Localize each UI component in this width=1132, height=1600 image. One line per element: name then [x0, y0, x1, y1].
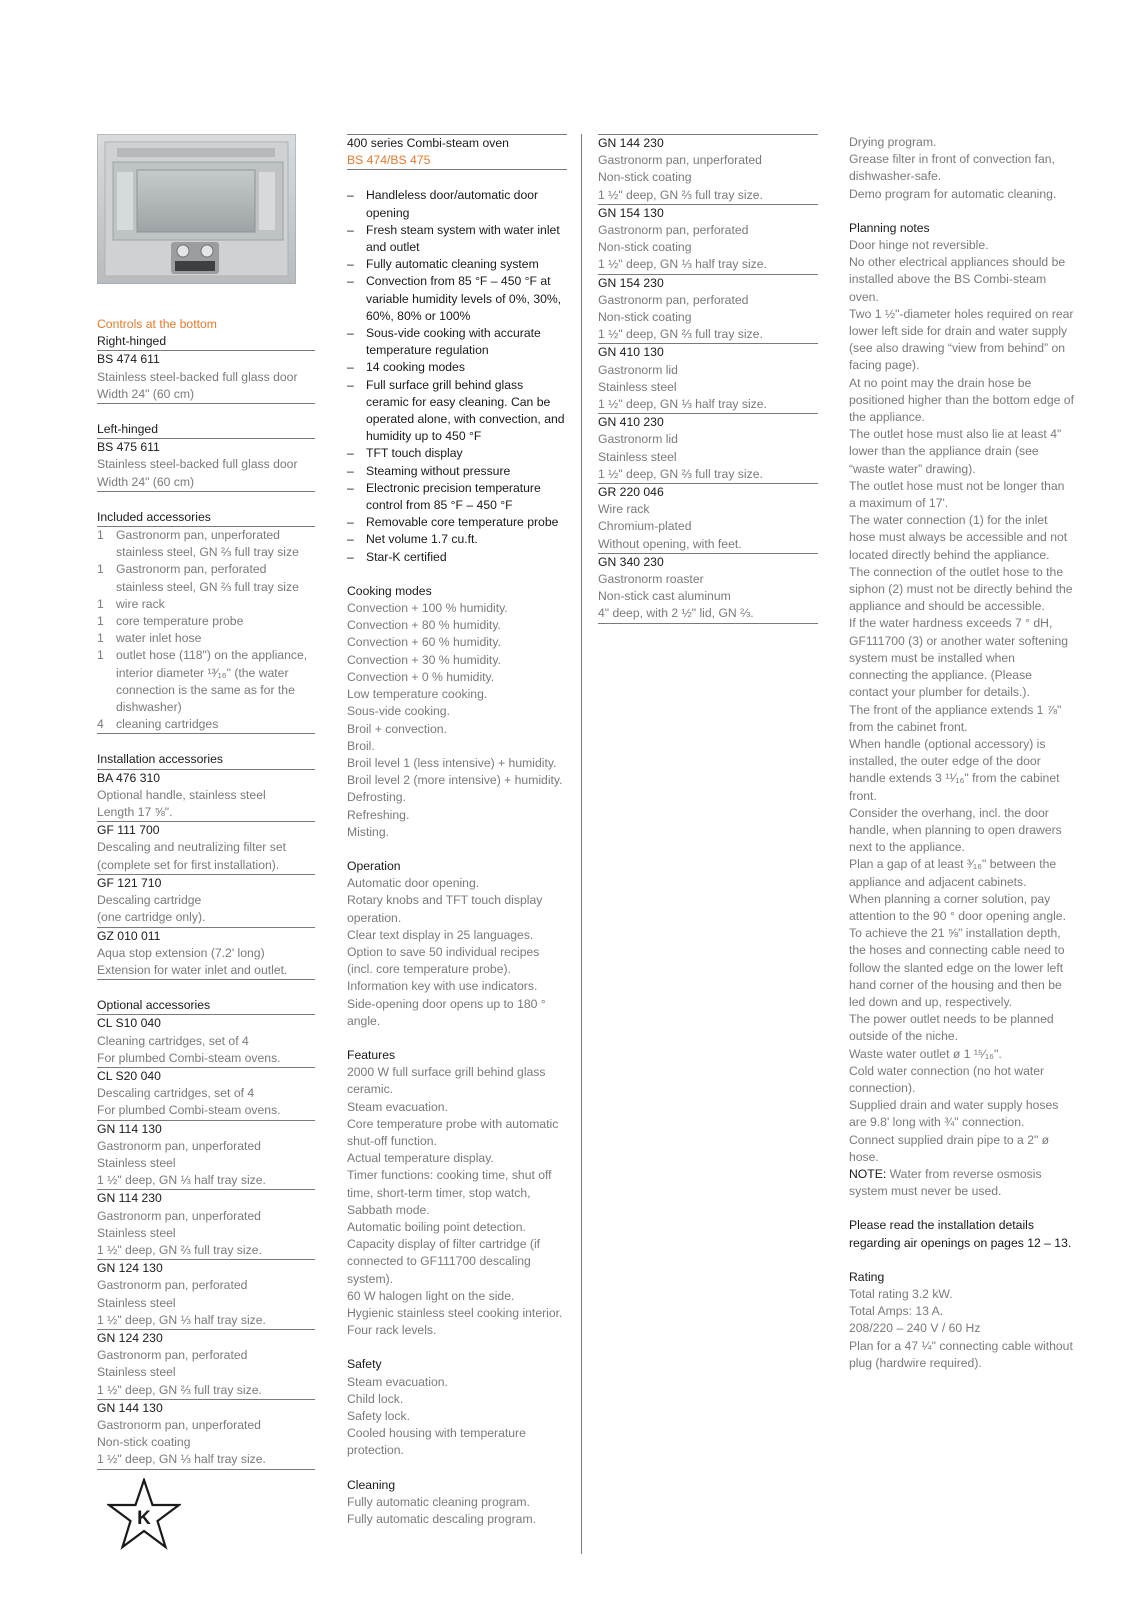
accessory-line: 1 ½" deep, GN ⅔ full tray size. [598, 326, 818, 344]
accessory-entry [598, 275, 818, 345]
feature-text: Net volume 1.7 cu.ft. [366, 532, 478, 547]
optional-heading: Optional accessories [97, 997, 315, 1015]
operation-heading: Operation [347, 858, 401, 873]
feature-item: Timer functions: cooking time, shut off time, short-term timer, stop watch, Sabbath mode. [347, 1168, 552, 1217]
accessory-line: Without opening, with feet. [598, 536, 818, 554]
planning-item: When handle (optional accessory) is installed, the outer edge of the door handle extends 3 ¹¹⁄₁₆" from the cabinet front. [849, 736, 1060, 803]
planning-item: The connection of the outlet hose to the siphon (2) must not be directly behind the appliance and should be accessible. [849, 564, 1073, 614]
accessory-entry [97, 1121, 315, 1191]
planning-item: When planning a corner solution, pay attention to the 90 ° door opening angle. [849, 891, 1066, 923]
cooking-mode-item: Misting. [347, 824, 389, 839]
planning-item: If the water hardness exceeds 7 ° dH, GF111700 (3) or another water softening system must be installed when connecting the appliance. (Please contact your plumber for details.). [849, 616, 1069, 700]
accessory-line: Chromium-plated [598, 519, 692, 534]
right-hinged-label: Right-hinged [97, 333, 315, 351]
included-item [97, 561, 315, 595]
accessory-entry [97, 770, 315, 823]
feature-item: Actual temperature display. [347, 1151, 494, 1166]
accessory-line: Length 17 ⅝". [97, 804, 315, 822]
star-k-letter: K [137, 1508, 151, 1529]
note-label: NOTE: [849, 1166, 887, 1181]
accessory-entry [97, 1400, 315, 1470]
accessory-code: GF 111 700 [97, 823, 160, 838]
cooking-modes-list [347, 600, 567, 841]
accessory-line: Gastronorm pan, perforated [97, 1348, 248, 1363]
accessory-line: Gastronorm roaster [598, 572, 704, 587]
planning-item: Plan a gap of at least ³⁄₁₆" between the appliance and adjacent cabinets. [849, 857, 1057, 889]
safety-item: Safety lock. [347, 1409, 410, 1424]
rating-item: Plan for a 47 ¼" connecting cable without plug (hardwire required). [849, 1338, 1073, 1370]
star-k-logo [107, 1478, 181, 1550]
left-hinged-width: Width 24" (60 cm) [97, 474, 315, 492]
feature-text: 14 cooking modes [366, 360, 465, 375]
cooking-modes-heading: Cooking modes [347, 583, 432, 598]
left-hinged-desc: Stainless steel-backed full glass door [97, 457, 298, 472]
accessory-line: Gastronorm pan, unperforated [97, 1417, 261, 1432]
planning-heading: Planning notes [849, 220, 930, 235]
planning-item: At no point may the drain hose be positioned higher than the bottom edge of the appliance. [849, 375, 1074, 425]
features-heading: Features [347, 1047, 396, 1062]
read-installation-note: Please read the installation details regarding air openings on pages 12 – 13. [849, 1218, 1072, 1250]
item-count: 1 [97, 562, 104, 577]
accessory-code: GN 340 230 [598, 554, 664, 569]
accessory-code: GN 114 230 [97, 1191, 162, 1206]
accessory-entry [97, 1015, 315, 1068]
dash: – [347, 360, 354, 375]
features-list [347, 1064, 567, 1339]
feature-text: Convection from 85 °F – 450 °F at variable humidity levels of 0%, 30%, 60%, 80% or 100% [366, 274, 562, 323]
accessory-line: 1 ½" deep, GN ⅔ full tray size. [97, 1382, 315, 1400]
accessory-entry [97, 1330, 315, 1400]
feature-bullet [347, 187, 567, 221]
planning-item: Consider the overhang, incl. the door handle, when planning to open drawers next to the appliance. [849, 805, 1062, 855]
item-count: 1 [97, 648, 104, 663]
item-count: 1 [97, 614, 104, 629]
accessory-line: For plumbed Combi-steam ovens. [97, 1102, 315, 1120]
accessory-line: Stainless steel [97, 1365, 176, 1380]
planning-item: The front of the appliance extends 1 ⅞" from the cabinet front. [849, 702, 1062, 734]
cleaning-item: Fully automatic descaling program. [347, 1512, 536, 1527]
cleaning-list-continued [849, 134, 1074, 203]
accessory-code: GN 154 230 [598, 275, 664, 290]
feature-text: Fresh steam system with water inlet and outlet [366, 222, 560, 255]
accessory-code: GN 154 130 [598, 205, 664, 220]
right-hinged-width: Width 24" (60 cm) [97, 386, 315, 404]
accessory-line: Gastronorm pan, perforated [598, 292, 749, 307]
feature-text: Sous-vide cooking with accurate temperature regulation [366, 326, 541, 358]
accessory-line: Non-stick coating [598, 170, 692, 185]
cooking-mode-item: Refreshing. [347, 807, 410, 822]
feature-bullet [347, 222, 567, 256]
feature-bullet [347, 463, 567, 480]
dash: – [347, 446, 354, 461]
accessory-line: Non-stick coating [97, 1435, 191, 1450]
accessory-entry [97, 1260, 315, 1330]
accessory-line: 1 ½" deep, GN ⅓ half tray size. [97, 1312, 315, 1330]
planning-note [849, 1166, 1074, 1200]
controls-heading: Controls at the bottom [97, 317, 217, 331]
planning-item: The power outlet needs to be planned outside of the niche. [849, 1012, 1054, 1044]
cleaning-item: Grease filter in front of convection fan, dishwasher-safe. [849, 152, 1055, 184]
dash: – [347, 480, 354, 495]
feature-item: 60 W halogen light on the side. [347, 1288, 515, 1303]
included-item [97, 647, 315, 716]
feature-text: Removable core temperature probe [366, 515, 559, 530]
planning-item: No other electrical appliances should be installed above the BS Combi-steam oven. [849, 255, 1066, 304]
accessory-line: Stainless steel [598, 379, 677, 394]
accessory-code: GR 220 046 [598, 485, 664, 500]
column-divider [581, 134, 582, 1554]
accessory-entry [598, 554, 818, 624]
dash: – [347, 188, 354, 203]
accessory-entry [97, 1068, 315, 1121]
planning-item: Supplied drain and water supply hoses are 9.8' long with ¾" connection. [849, 1098, 1059, 1130]
planning-item: Cold water connection (no hot water connection). [849, 1063, 1045, 1095]
planning-item: The outlet hose must also lie at least 4" lower than the appliance drain (see “waste water” drawing). [849, 427, 1062, 476]
rating-item: Total rating 3.2 kW. [849, 1287, 953, 1301]
accessory-line: Non-stick cast aluminum [598, 589, 731, 604]
accessory-code: GN 144 130 [97, 1400, 163, 1415]
included-item [97, 716, 315, 733]
cooking-mode-item: Convection + 60 % humidity. [347, 635, 501, 650]
accessory-line: Extension for water inlet and outlet. [97, 962, 315, 980]
feature-item: Capacity display of filter cartridge (if connected to GF111700 descaling system). [347, 1237, 541, 1286]
accessory-line: Stainless steel [598, 449, 677, 464]
cleaning-item: Demo program for automatic cleaning. [849, 186, 1057, 201]
safety-item: Child lock. [347, 1391, 404, 1406]
accessory-line: Stainless steel [97, 1295, 176, 1310]
dash: – [347, 222, 354, 237]
accessory-code: GN 410 230 [598, 415, 664, 430]
item-text: outlet hose (118") on the appliance, interior diameter ¹³⁄₁₆" (the water connection is the same as for the dishwasher) [116, 648, 308, 715]
accessory-entry [598, 135, 818, 205]
safety-item: Cooled housing with temperature protection. [347, 1426, 526, 1458]
item-text: core temperature probe [116, 614, 244, 629]
dash: – [347, 377, 354, 392]
cooking-mode-item: Broil. [347, 738, 375, 753]
accessory-code: GN 124 230 [97, 1330, 163, 1345]
cooking-mode-item: Low temperature cooking. [347, 687, 488, 702]
optional-accessories-list [97, 1015, 315, 1469]
accessory-line: (complete set for first installation). [97, 857, 315, 875]
item-count: 4 [97, 717, 104, 732]
accessory-line: 1 ½" deep, GN ⅓ half tray size. [598, 256, 818, 274]
accessory-line: Gastronorm pan, unperforated [97, 1208, 261, 1223]
cooking-mode-item: Broil level 2 (more intensive) + humidity. [347, 773, 563, 788]
cooking-mode-item: Convection + 80 % humidity. [347, 618, 501, 633]
accessory-line: Gastronorm pan, unperforated [97, 1138, 261, 1153]
feature-bullet [347, 549, 567, 566]
cooking-mode-item: Convection + 30 % humidity. [347, 652, 501, 667]
safety-list [347, 1374, 567, 1460]
accessory-line: Wire rack [598, 502, 650, 517]
product-series: 400 series Combi-steam oven [347, 134, 567, 152]
accessory-code: CL S20 040 [97, 1068, 161, 1083]
item-text: water inlet hose [116, 631, 202, 646]
dash: – [347, 463, 354, 478]
operation-item: Option to save 50 individual recipes (incl. core temperature probe). [347, 944, 540, 977]
accessory-entry [97, 822, 315, 875]
rating-item: 208/220 – 240 V / 60 Hz [849, 1321, 981, 1336]
cleaning-list [347, 1494, 567, 1528]
cooking-mode-item: Defrosting. [347, 790, 406, 805]
optional-accessories-continued [598, 134, 818, 624]
feature-bullet [347, 531, 567, 548]
accessory-line: Non-stick coating [598, 310, 692, 325]
accessory-line: 4" deep, with 2 ½" lid, GN ⅔. [598, 605, 818, 623]
note-text: Water from reverse osmosis system must never be used. [849, 1166, 1042, 1199]
planning-item: Connect supplied drain pipe to a 2" ø hose. [849, 1132, 1050, 1164]
accessory-entry [598, 414, 818, 484]
included-item [97, 630, 315, 647]
included-item [97, 527, 315, 561]
dash: – [347, 515, 354, 530]
cooking-mode-item: Sous-vide cooking. [347, 704, 450, 719]
operation-list [347, 875, 567, 1030]
feature-text: Electronic precision temperature control from 85 °F – 450 °F [366, 480, 541, 513]
feature-bullet [347, 359, 567, 376]
feature-bullet [347, 480, 567, 514]
right-hinged-code: BS 474 611 [97, 352, 160, 367]
dash: – [347, 326, 354, 341]
operation-item: Automatic door opening. [347, 876, 480, 891]
accessory-entry [97, 875, 315, 928]
operation-item: Side-opening door opens up to 180 ° angle. [347, 996, 546, 1028]
cooking-mode-item: Convection + 0 % humidity. [347, 669, 495, 684]
feature-bullet [347, 377, 567, 446]
item-text: wire rack [116, 596, 165, 611]
planning-item: Two 1 ½"-diameter holes required on rear lower left side for drain and water supply (see also drawing “view from behind” on facing page). [849, 306, 1074, 373]
feature-item: Core temperature probe with automatic shut-off function. [347, 1116, 559, 1148]
feature-text: TFT touch display [366, 446, 463, 461]
included-item [97, 596, 315, 613]
product-models: BS 474/BS 475 [347, 152, 567, 170]
accessory-entry [97, 928, 315, 981]
accessory-line: Stainless steel [97, 1155, 176, 1170]
cooking-mode-item: Broil level 1 (less intensive) + humidity. [347, 755, 557, 770]
accessory-code: BA 476 310 [97, 770, 161, 785]
left-hinged-code: BS 475 611 [97, 440, 160, 455]
dash: – [347, 274, 354, 289]
feature-text: Fully automatic cleaning system [366, 257, 539, 272]
installation-accessories-list [97, 770, 315, 980]
accessory-line: Cleaning cartridges, set of 4 [97, 1033, 249, 1048]
accessory-code: CL S10 040 [97, 1016, 161, 1031]
accessory-line: 1 ½" deep, GN ⅓ half tray size. [97, 1172, 315, 1190]
accessory-line: (one cartridge only). [97, 909, 315, 927]
right-hinged-desc: Stainless steel-backed full glass door [97, 369, 298, 384]
feature-text: Star-K certified [366, 549, 447, 564]
key-features-list [347, 187, 567, 565]
feature-bullet [347, 325, 567, 359]
accessory-line: 1 ½" deep, GN ⅓ half tray size. [598, 396, 818, 414]
feature-bullet [347, 256, 567, 273]
oven-product-photo [97, 134, 296, 284]
feature-bullet [347, 273, 567, 325]
feature-text: Handleless door/automatic door opening [366, 188, 539, 220]
item-count: 1 [97, 596, 104, 611]
item-count: 1 [97, 631, 104, 646]
accessory-line: Descaling cartridges, set of 4 [97, 1086, 255, 1101]
planning-item: Waste water outlet ø 1 ¹⁵⁄₁₆". [849, 1046, 1002, 1061]
accessory-code: GN 144 230 [598, 136, 664, 150]
feature-item: Steam evacuation. [347, 1099, 448, 1114]
cooking-mode-item: Broil + convection. [347, 721, 447, 736]
item-count: 1 [97, 528, 104, 543]
operation-item: Information key with use indicators. [347, 979, 538, 994]
feature-bullet [347, 445, 567, 462]
accessory-line: Aqua stop extension (7.2' long) [97, 945, 265, 960]
cleaning-item: Drying program. [849, 135, 937, 149]
accessory-line: 1 ½" deep, GN ⅓ half tray size. [97, 1451, 315, 1469]
accessory-line: Stainless steel [97, 1225, 176, 1240]
accessory-entry [598, 344, 818, 414]
dash: – [347, 532, 354, 547]
left-hinged-label: Left-hinged [97, 421, 315, 439]
feature-bullet [347, 514, 567, 531]
accessory-code: GN 114 130 [97, 1121, 162, 1136]
cleaning-heading: Cleaning [347, 1477, 396, 1492]
safety-item: Steam evacuation. [347, 1374, 448, 1389]
accessory-code: GZ 010 011 [97, 928, 161, 943]
accessory-line: 1 ½" deep, GN ⅔ full tray size. [598, 466, 818, 484]
rating-list [849, 1286, 1074, 1372]
accessory-line: Gastronorm pan, perforated [97, 1278, 248, 1293]
planning-notes-list [849, 237, 1074, 1166]
dash: – [347, 257, 354, 272]
feature-item: 2000 W full surface grill behind glass ceramic. [347, 1065, 546, 1097]
feature-item: Automatic boiling point detection. [347, 1219, 526, 1234]
cooking-mode-item: Convection + 100 % humidity. [347, 601, 508, 616]
accessory-line: Optional handle, stainless steel [97, 787, 266, 802]
safety-heading: Safety [347, 1357, 382, 1372]
item-text: cleaning cartridges [116, 717, 219, 732]
accessory-line: Gastronorm pan, unperforated [598, 153, 762, 168]
accessory-line: 1 ½" deep, GN ⅔ full tray size. [97, 1242, 315, 1260]
accessory-line: Gastronorm lid [598, 432, 678, 447]
planning-item: The water connection (1) for the inlet hose must always be accessible and not located directly behind the appliance. [849, 513, 1068, 562]
included-accessories-list [97, 527, 315, 734]
feature-item: Four rack levels. [347, 1323, 437, 1338]
accessory-line: Gastronorm lid [598, 362, 678, 377]
item-text: Gastronorm pan, perforated stainless steel, GN ⅔ full tray size [116, 562, 299, 594]
accessory-code: GN 124 130 [97, 1261, 163, 1276]
optional-accessories-list-continued [598, 135, 818, 624]
planning-item: The outlet hose must not be longer than a maximum of 17'. [849, 478, 1065, 511]
rating-item: Total Amps: 13 A. [849, 1304, 944, 1319]
accessory-entry [598, 484, 818, 554]
dash: – [347, 549, 354, 564]
included-heading: Included accessories [97, 509, 315, 527]
feature-text: Full surface grill behind glass ceramic for easy cleaning. Can be operated alone, with convection, and humidity up to 450 °F [366, 377, 565, 444]
feature-text: Steaming without pressure [366, 463, 511, 478]
installation-heading: Installation accessories [97, 751, 315, 769]
accessory-line: 1 ½" deep, GN ⅔ full tray size. [598, 187, 818, 205]
planning-item: Door hinge not reversible. [849, 238, 989, 253]
cleaning-item: Fully automatic cleaning program. [347, 1494, 530, 1509]
accessory-line: Descaling and neutralizing filter set [97, 840, 287, 855]
item-text: Gastronorm pan, unperforated stainless steel, GN ⅔ full tray size [116, 528, 299, 560]
accessory-entry [97, 1190, 315, 1260]
operation-item: Rotary knobs and TFT touch display operation. [347, 893, 543, 925]
accessory-code: GF 121 710 [97, 875, 162, 890]
accessory-entry [598, 205, 818, 275]
accessory-line: Gastronorm pan, perforated [598, 223, 749, 238]
accessory-code: GN 410 130 [598, 345, 664, 360]
accessory-line: For plumbed Combi-steam ovens. [97, 1050, 315, 1068]
rating-heading: Rating [849, 1269, 885, 1284]
included-item [97, 613, 315, 630]
accessory-line: Non-stick coating [598, 240, 692, 255]
planning-item: To achieve the 21 ⅝" installation depth, the hoses and connecting cable need to follow the slanted edge on the lower left hand corner of the housing and then be led down and up, respectively. [849, 926, 1065, 1009]
accessory-line: Descaling cartridge [97, 893, 202, 908]
operation-item: Clear text display in 25 languages. [347, 927, 534, 942]
feature-item: Hygienic stainless steel cooking interior. [347, 1306, 563, 1320]
